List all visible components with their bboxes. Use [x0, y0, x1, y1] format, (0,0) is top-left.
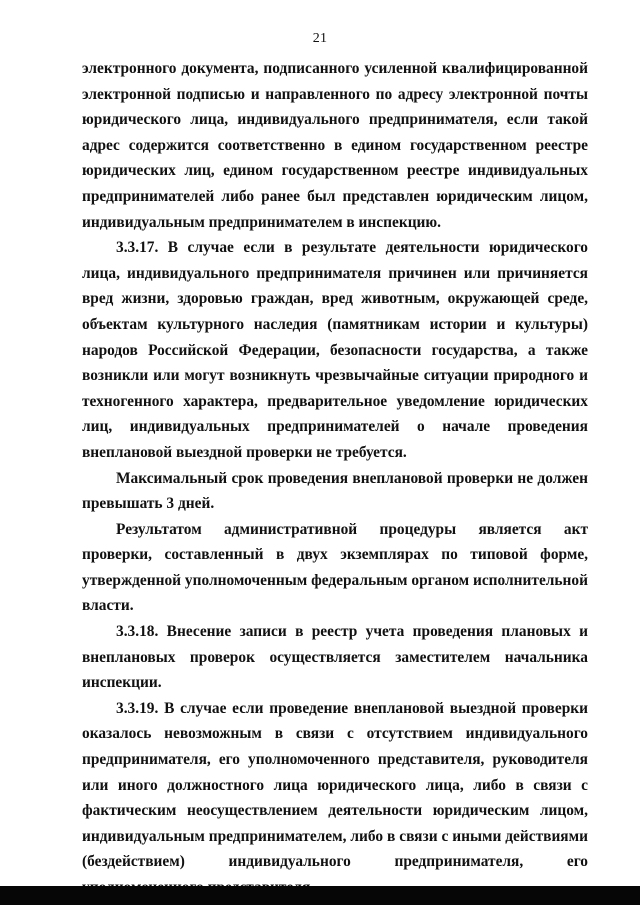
- paragraph-3-3-19: 3.3.19. В случае если проведение внеплановой выездной проверки оказалось невозможным в связи с отсутствием индивидуального предпринимателя, его уполномоченного представителя, руководителя или иного должностного лица юридического лица, либо в связи с фактическим неосуществлением деятельности юридическим лицом, индивидуальным предпринимателем, либо в связи с иными действиями (бездействием) индивидуального предпринимателя, его: [82, 699, 588, 871]
- page-number: 21: [312, 31, 328, 46]
- paragraph-result: Результатом административной процедуры является акт проверки, составленный в двух экземплярах по типовой форме, утвержденной уполномоченным федеральным органом исполнительной власти.: [82, 520, 588, 615]
- paragraph-continued: электронного документа, подписанного усиленной квалифицированной электронной подписью и направленного по адресу электронной почты юридического лица, индивидуального предпринимателя, если такой адрес содержится соответственно в едином государственном реестре юридических лиц, едином государственном реестре индивидуальных предпринимателей либо ранее был представлен юридическим лицом, индивидуальным предпринимателем в инспекцию.: [82, 60, 588, 231]
- paragraph-3-3-18: 3.3.18. Внесение записи в реестр учета проведения плановых и внеплановых проверок осуществляется заместителем начальника инспекции.: [82, 623, 588, 692]
- paragraph-3-3-17: 3.3.17. В случае если в результате деятельности юридического лица, индивидуального предпринимателя причинен или причиняется вред жизни, здоровью граждан, вред животным, окружающей среде, объектам культурного наследия (памятникам истории и культуры) народов Российской Федерации, безопасности государства, а также возникли или могут возникнуть чрезвычайные ситуации природного и техногенного характера, предварительное уведомление юридических лиц, индивидуальных предпринимателей о начале проведения внеплановой выездной проверки не требуется.: [82, 239, 588, 461]
- paragraph-max-term: Максимальный срок проведения внеплановой проверки не должен превышать 3 дней.: [82, 469, 588, 513]
- scan-bottom-border: [0, 886, 640, 905]
- document-body: [82, 56, 588, 901]
